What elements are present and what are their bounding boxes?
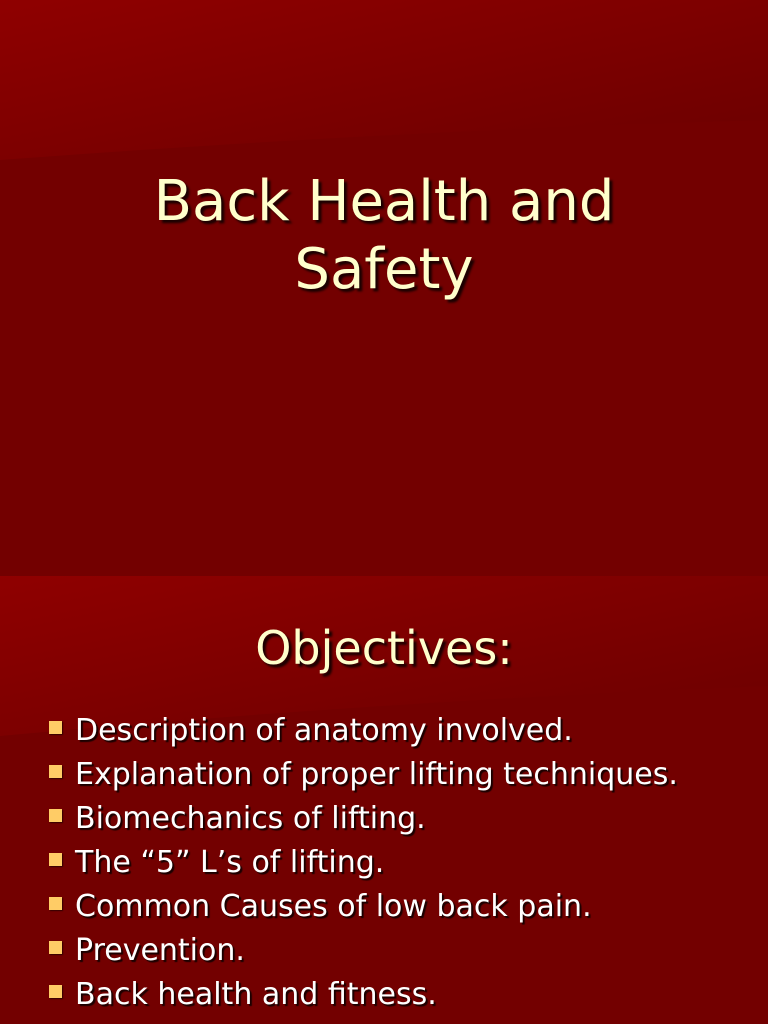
list-item-text: Prevention.	[75, 933, 245, 968]
list-item	[46, 713, 746, 749]
list-item-text: Explanation of proper lifting techniques.	[75, 757, 678, 792]
list-item	[46, 757, 746, 793]
square-bullet-icon	[49, 853, 62, 866]
list-item	[46, 933, 746, 969]
square-bullet-icon	[49, 765, 62, 778]
square-bullet-icon	[49, 897, 62, 910]
square-bullet-icon	[49, 941, 62, 954]
objectives-list	[46, 713, 746, 1021]
title-line-2: Safety	[294, 237, 474, 302]
title-line-1: Back Health and	[153, 169, 615, 234]
list-item-text: Description of anatomy involved.	[75, 713, 573, 748]
list-item	[46, 845, 746, 881]
slide-title-heading	[0, 168, 768, 304]
square-bullet-icon	[49, 809, 62, 822]
square-bullet-icon	[49, 985, 62, 998]
list-item	[46, 977, 746, 1013]
list-item-text: Common Causes of low back pain.	[75, 889, 592, 924]
square-bullet-icon	[49, 721, 62, 734]
list-item	[46, 801, 746, 837]
list-item-text: Biomechanics of lifting.	[75, 801, 426, 836]
slide-objectives	[0, 576, 768, 1024]
objectives-title: Objectives:	[255, 621, 513, 675]
list-item-text: Back health and fitness.	[75, 977, 437, 1012]
list-item-text: The “5” L’s of lifting.	[75, 845, 385, 880]
list-item	[46, 889, 746, 925]
